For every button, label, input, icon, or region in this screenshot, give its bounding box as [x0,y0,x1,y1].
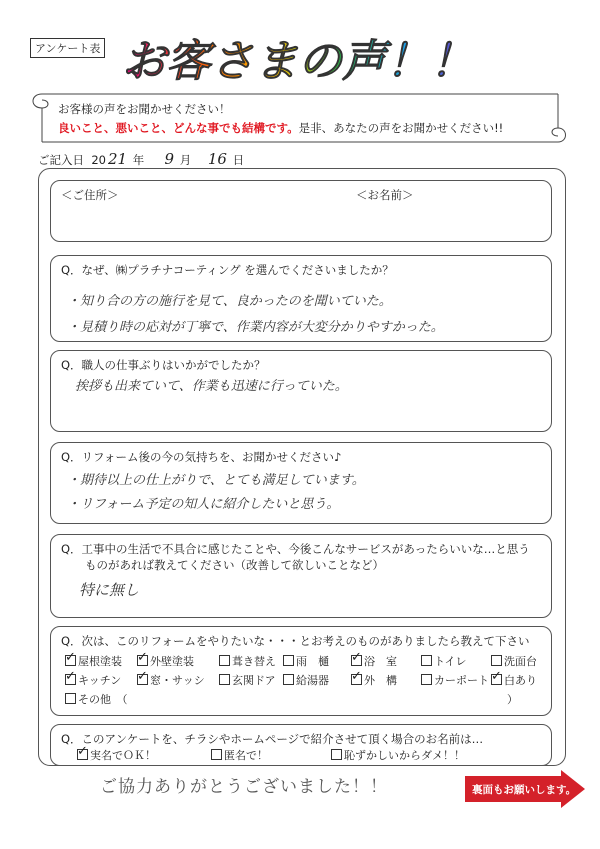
q2-box [50,350,552,432]
q3-box [50,442,552,524]
date-year-prefix: 20 [91,153,106,167]
q5-other-close: ） [507,693,518,706]
checkbox-icon[interactable] [65,655,76,666]
thanks-message: ご協力ありがとうございました！！ [100,777,388,797]
reform-option[interactable] [283,672,329,688]
title-banner [110,30,510,90]
q3-answer-1: ・期待以上の仕上がりで、とても満足しています。 [67,473,365,488]
q3-question: Q．リフォーム後の今の気持ちを、お聞かせください♪ [61,450,342,464]
reform-option[interactable] [219,653,276,669]
reform-option[interactable] [219,672,276,688]
reform-option-label: 給湯器 [296,674,329,687]
q2-answer-1: 挨拶も出来ていて、作業も迅速に行っていた。 [75,379,348,394]
address-label: ＜ご住所＞ [61,188,119,202]
publish-name-option-label: 匿名で！ [224,749,268,762]
reform-option[interactable] [351,672,397,688]
checkbox-icon[interactable] [211,749,222,760]
reform-option-label: その他 （ [78,693,128,706]
date-month-unit: 月 [179,153,192,167]
q4-box [50,534,552,618]
checkbox-icon[interactable] [283,674,294,685]
reform-option[interactable] [491,672,537,688]
checkbox-icon[interactable] [219,655,230,666]
q4-answer-1: 特に無し [79,581,140,599]
reform-option[interactable] [421,653,466,669]
intro-line-2 [58,120,503,136]
reform-option-label: 葺き替え [232,655,276,668]
reform-option[interactable] [351,653,397,669]
reform-option[interactable] [65,672,121,688]
date-year-unit: 年 [132,153,145,167]
checkbox-icon[interactable] [137,655,148,666]
date-day: 16 [207,150,227,168]
q1-box [50,255,552,342]
intro-line-1: お客様の声をお聞かせください！ [58,102,231,116]
checkbox-icon[interactable] [491,655,502,666]
name-label: ＜お名前＞ [356,188,414,202]
reform-option-label: 浴 室 [364,655,397,668]
reform-option-label: 雨 樋 [296,655,329,668]
checkbox-icon[interactable] [283,655,294,666]
checkbox-icon[interactable] [421,655,432,666]
reform-option-label: 屋根塗装 [78,655,122,668]
q1-answer-1: ・知り合の方の施行を見て、良かったのを聞いていた。 [67,294,392,309]
checkbox-icon[interactable] [331,749,342,760]
reform-option[interactable] [65,691,128,707]
questionnaire-tag: アンケート表 [30,38,105,58]
reform-option-label: 外壁塗装 [150,655,194,668]
address-box [50,180,552,242]
checkbox-icon[interactable] [351,655,362,666]
q5-box [50,626,552,716]
publish-name-option[interactable] [331,747,465,763]
reform-option-label: 洗面台 [504,655,537,668]
publish-name-option-label: 恥ずかしいからダメ！！ [344,749,465,762]
q5-question: Q．次は、このリフォームをやりたいな・・・とお考えのものがありましたら教えて下さい [61,634,530,648]
publish-name-option-label: 実名でＯＫ！ [90,749,156,762]
reform-option-label: トイレ [434,655,467,668]
title-text: お客さまの声！！ [122,36,474,87]
reform-option-label: 玄関ドア [232,674,276,687]
intro-red-text: 良いこと、悪いこと、どんな事でも結構です。 [58,121,299,135]
date-label: ご記入日 [38,153,84,167]
q6-question: Q．このアンケートを、チラシやホームページで紹介させて頂く場合のお名前は… [61,732,484,746]
reform-option[interactable] [491,653,537,669]
q2-question: Q．職人の仕事ぶりはいかがでしたか？ [61,358,266,372]
q1-answer-2: ・見積り時の応対が丁寧で、作業内容が大変分かりやすかった。 [67,320,444,335]
reform-option[interactable] [65,653,122,669]
reform-option-label: 外 構 [364,674,397,687]
checkbox-icon[interactable] [421,674,432,685]
checkbox-icon[interactable] [219,674,230,685]
checkbox-icon[interactable] [491,674,502,685]
q3-answer-2: ・リフォーム予定の知人に紹介したいと思う。 [67,497,340,512]
checkbox-icon[interactable] [65,674,76,685]
q1-question: Q．なぜ、㈱プラチナコーティング を選んでくださいましたか？ [61,263,394,277]
reform-option-label: キッチン [78,674,122,687]
reform-option[interactable] [283,653,329,669]
intro-scroll-frame [28,88,570,148]
reform-option-label: 白あり [504,674,537,687]
date-month: 9 [164,150,175,168]
date-year: 21 [107,150,128,168]
reverse-side-label: 裏面もお願いします。 [472,784,577,796]
q4-question-line-2: ものがあれば教えてください（改善して欲しいことなど） [85,558,384,572]
reform-option-label: カーポート [434,674,489,687]
intro-rest-text: 是非、あなたの声をお聞かせください!! [298,121,504,135]
checkbox-icon[interactable] [77,749,88,760]
publish-name-option[interactable] [211,747,268,763]
entry-date [38,150,244,168]
q4-question-line-1: Q．工事中の生活で不具合に感じたことや、今後こんなサービスがあったらいいな…と思う [61,542,530,556]
publish-name-option[interactable] [77,747,156,763]
reform-option-label: 窓・サッシ [150,674,205,687]
checkbox-icon[interactable] [137,674,148,685]
date-day-unit: 日 [232,153,245,167]
checkbox-icon[interactable] [351,674,362,685]
reform-option[interactable] [137,653,194,669]
checkbox-icon[interactable] [65,693,76,704]
reform-option[interactable] [137,672,205,688]
q6-box [50,724,552,766]
reform-option[interactable] [421,672,489,688]
